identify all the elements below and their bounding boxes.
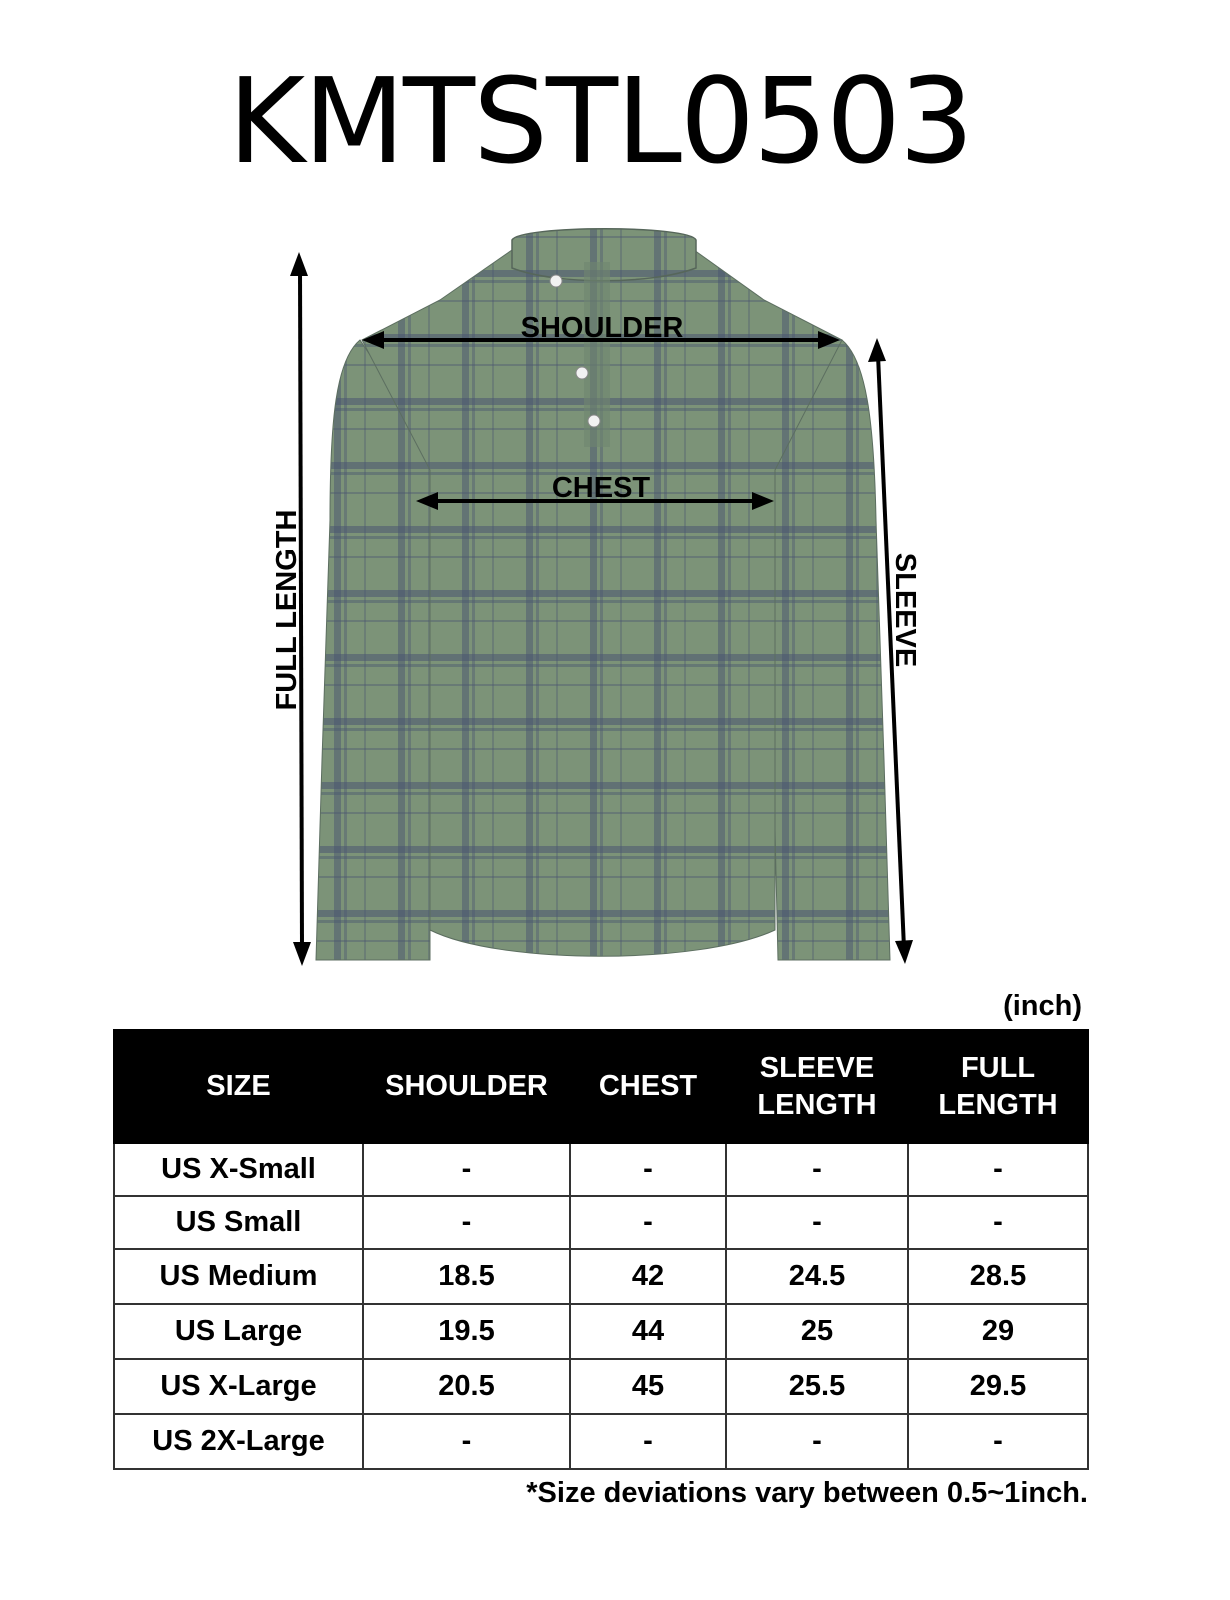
chest-cell: 45 [570,1359,726,1414]
table-row [114,1143,1088,1196]
table-row [114,1196,1088,1249]
full-length-cell: 28.5 [908,1249,1088,1304]
table-row [114,1249,1088,1304]
table-header-row [114,1030,1088,1143]
sleeve-length-cell: 25.5 [726,1359,908,1414]
sleeve-length-cell: - [726,1196,908,1249]
header-full-length: FULL LENGTH [908,1030,1088,1143]
shoulder-cell: - [363,1414,570,1469]
full-length-cell: - [908,1414,1088,1469]
chest-cell: 42 [570,1249,726,1304]
shoulder-label: SHOULDER [520,312,684,344]
shoulder-cell: - [363,1143,570,1196]
size-chart-table [113,1029,1089,1470]
shoulder-cell: 19.5 [363,1304,570,1359]
chest-cell: 44 [570,1304,726,1359]
header-shoulder: SHOULDER [363,1030,570,1143]
size-cell: US Medium [114,1249,363,1304]
table-row [114,1304,1088,1359]
full-length-cell: - [908,1143,1088,1196]
product-code-title: KMTSTL0503 [227,52,973,190]
chest-cell: - [570,1143,726,1196]
full-length-cell: - [908,1196,1088,1249]
sleeve-label: SLEEVE [889,552,921,668]
sleeve-length-cell: - [726,1143,908,1196]
button [588,415,600,427]
sleeve-length-cell: - [726,1414,908,1469]
table-row [114,1359,1088,1414]
header-chest: CHEST [570,1030,726,1143]
header-size: SIZE [114,1030,363,1143]
size-deviation-note: *Size deviations vary between 0.5~1inch. [526,1477,1088,1509]
size-cell: US 2X-Large [114,1414,363,1469]
size-cell: US Large [114,1304,363,1359]
sleeve-length-cell: 25 [726,1304,908,1359]
chest-cell: - [570,1196,726,1249]
full-length-cell: 29.5 [908,1359,1088,1414]
chest-cell: - [570,1414,726,1469]
shoulder-cell: - [363,1196,570,1249]
button [550,275,562,287]
full-length-cell: 29 [908,1304,1088,1359]
size-cell: US X-Large [114,1359,363,1414]
shoulder-cell: 20.5 [363,1359,570,1414]
sleeve-length-cell: 24.5 [726,1249,908,1304]
chest-label: CHEST [551,472,651,504]
button [576,367,588,379]
table-row [114,1414,1088,1469]
shoulder-cell: 18.5 [363,1249,570,1304]
header-sleeve-length: SLEEVE LENGTH [726,1030,908,1143]
full-length-label: FULL LENGTH [271,509,303,711]
unit-label: (inch) [1003,990,1082,1022]
size-cell: US Small [114,1196,363,1249]
size-cell: US X-Small [114,1143,363,1196]
